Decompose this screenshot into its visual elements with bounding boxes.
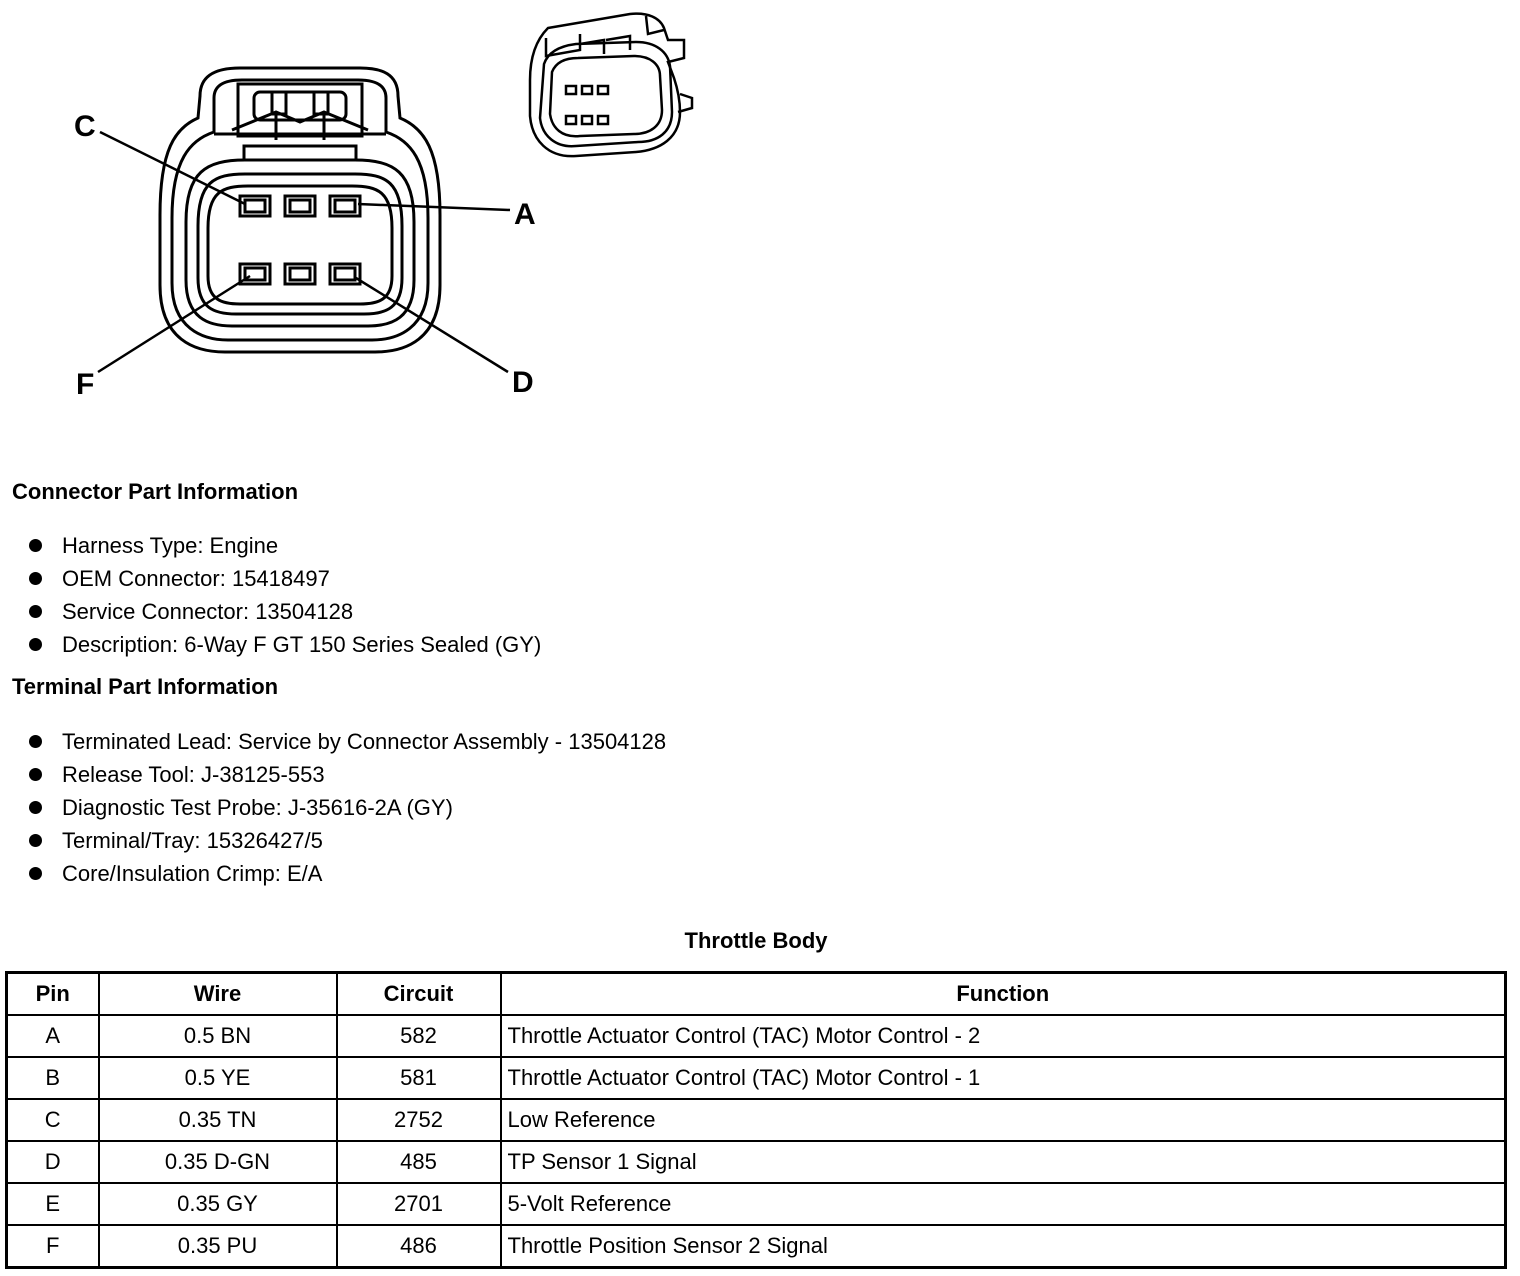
function-cell: Throttle Actuator Control (TAC) Motor Control - 2 <box>501 1015 1506 1057</box>
wire-cell: 0.35 GY <box>99 1183 337 1225</box>
circuit-cell: 582 <box>337 1015 501 1057</box>
circuit-cell: 581 <box>337 1057 501 1099</box>
bullet-icon <box>29 768 42 781</box>
connector-part-list <box>28 529 541 661</box>
connector-part-heading: Connector Part Information <box>12 479 299 504</box>
connector-face <box>160 68 440 352</box>
list-item: Terminal/Tray: 15326427/5 <box>28 824 666 857</box>
bullet-icon <box>29 735 42 748</box>
bullet-icon <box>29 834 42 847</box>
list-item: OEM Connector: 15418497 <box>28 562 541 595</box>
terminal-cavities <box>240 196 360 284</box>
circuit-cell: 486 <box>337 1225 501 1268</box>
table-title: Throttle Body <box>684 928 828 953</box>
list-item: Diagnostic Test Probe: J-35616-2A (GY) <box>28 791 666 824</box>
list-item: Terminated Lead: Service by Connector Assembly - 13504128 <box>28 725 666 758</box>
table-row <box>7 1225 1506 1268</box>
connector-diagram <box>0 0 760 420</box>
table-row <box>7 1057 1506 1099</box>
pin-cell: B <box>7 1057 99 1099</box>
terminal-part-heading: Terminal Part Information <box>12 674 279 699</box>
table-row <box>7 1099 1506 1141</box>
pin-cell: F <box>7 1225 99 1268</box>
table-row <box>7 1183 1506 1225</box>
list-item: Release Tool: J-38125-553 <box>28 758 666 791</box>
pin-cell: C <box>7 1099 99 1141</box>
table-row <box>7 1141 1506 1183</box>
function-cell: Low Reference <box>501 1099 1506 1141</box>
wire-cell: 0.35 TN <box>99 1099 337 1141</box>
table-header-row <box>7 973 1506 1016</box>
function-cell: TP Sensor 1 Signal <box>501 1141 1506 1183</box>
pin-label-d: D <box>512 366 534 399</box>
pin-table <box>5 971 1507 1269</box>
bullet-icon <box>29 867 42 880</box>
terminal-part-list <box>28 725 666 890</box>
list-item: Service Connector: 13504128 <box>28 595 541 628</box>
pin-cell: A <box>7 1015 99 1057</box>
wire-cell: 0.35 PU <box>99 1225 337 1268</box>
column-header-circuit: Circuit <box>337 973 501 1016</box>
column-header-pin: Pin <box>7 973 99 1016</box>
circuit-cell: 2752 <box>337 1099 501 1141</box>
bullet-icon <box>29 572 42 585</box>
function-cell: Throttle Position Sensor 2 Signal <box>501 1225 1506 1268</box>
function-cell: Throttle Actuator Control (TAC) Motor Control - 1 <box>501 1057 1506 1099</box>
function-cell: 5-Volt Reference <box>501 1183 1506 1225</box>
list-item: Harness Type: Engine <box>28 529 541 562</box>
pin-label-a: A <box>514 198 536 231</box>
pin-cell: D <box>7 1141 99 1183</box>
pin-label-f: F <box>76 368 95 401</box>
pin-cell: E <box>7 1183 99 1225</box>
table-row <box>7 1015 1506 1057</box>
circuit-cell: 2701 <box>337 1183 501 1225</box>
bullet-icon <box>29 638 42 651</box>
connector-3d-icon <box>530 14 692 157</box>
column-header-function: Function <box>501 973 1506 1016</box>
bullet-icon <box>29 605 42 618</box>
circuit-cell: 485 <box>337 1141 501 1183</box>
wire-cell: 0.5 YE <box>99 1057 337 1099</box>
list-item: Description: 6-Way F GT 150 Series Sealed (GY) <box>28 628 541 661</box>
bullet-icon <box>29 801 42 814</box>
wire-cell: 0.5 BN <box>99 1015 337 1057</box>
pin-label-c: C <box>74 110 96 143</box>
column-header-wire: Wire <box>99 973 337 1016</box>
list-item: Core/Insulation Crimp: E/A <box>28 857 666 890</box>
wire-cell: 0.35 D-GN <box>99 1141 337 1183</box>
bullet-icon <box>29 539 42 552</box>
